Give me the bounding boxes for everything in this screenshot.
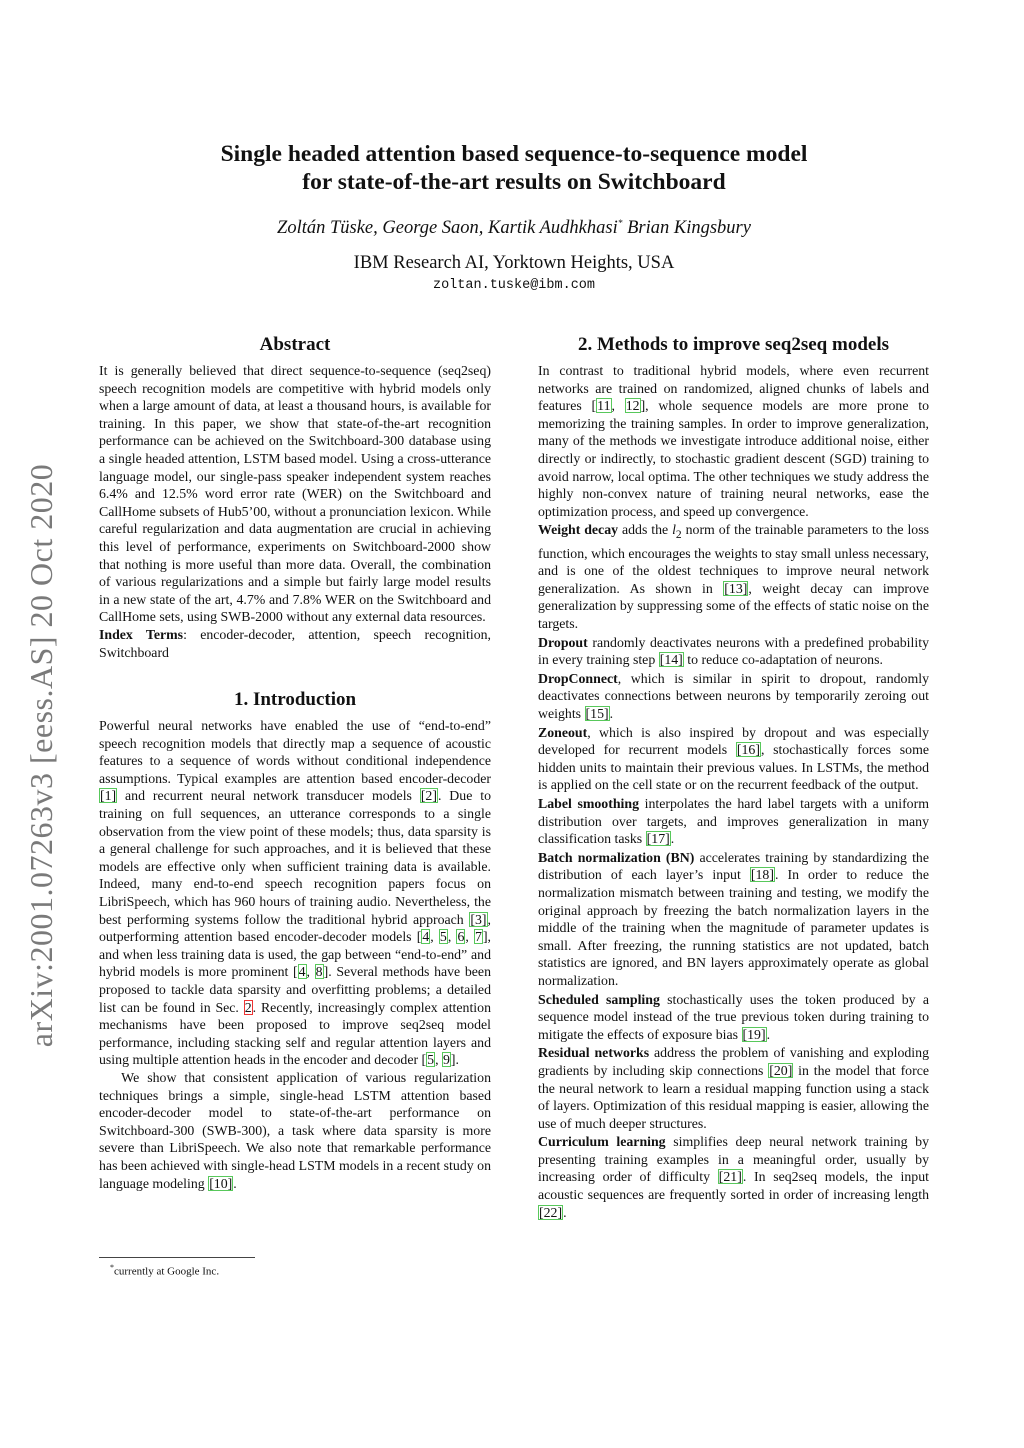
- affiliation: IBM Research AI, Yorktown Heights, USA: [353, 253, 675, 273]
- citation-link[interactable]: 7: [475, 929, 482, 945]
- text-run: ], and when less training data is used, the gap between “end-to-end” and hybrid models is more prominent [: [99, 929, 492, 980]
- intro-paragraph-2: [99, 1069, 491, 1192]
- method-label: DropConnect: [538, 670, 618, 686]
- method-label: Residual networks: [538, 1045, 650, 1061]
- text-run: . Recently, increasingly complex attention mechanisms have been proposed to improve seq2seq model performance, including stacking self and regular attention layers and using multiple attention heads in the encoder and decoder [: [99, 999, 491, 1068]
- text-run: , outperforming attention based encoder-decoder models [: [99, 911, 491, 945]
- methods-heading: 2. Methods to improve seq2seq models: [577, 334, 890, 355]
- text-run: ,: [430, 929, 439, 945]
- text-run: simplifies deep neural network training by presenting training examples in a meaningful order, usually by increasing order of difficulty: [538, 1134, 929, 1185]
- citation-link[interactable]: [14]: [659, 652, 683, 668]
- text-run: interpolates the hard label targets with a uniform distribution over targets, and improves generalization in many classification tasks: [538, 796, 929, 847]
- text-run: , weight decay can improve generalization by suppressing some of the effects of static noise on the targets.: [538, 580, 929, 632]
- text-run: norm of the trainable parameters to the loss function, which encourages the weights to stay small unless necessary, and is one of the oldest techniques to improve neural network generalization. As shown in: [538, 522, 929, 596]
- citation-link[interactable]: [1]: [100, 788, 117, 804]
- abstract-heading: Abstract: [259, 334, 331, 355]
- text-run: , which is similar in spirit to dropout, randomly deactivates connections between neurons by temporarily zeroing out weights: [538, 670, 929, 722]
- math-symbol: l: [672, 522, 676, 538]
- author-footnote-mark[interactable]: *: [617, 218, 623, 229]
- text-run: and recurrent neural network transducer models: [117, 788, 420, 804]
- method-label: Label smoothing: [538, 796, 640, 812]
- citation-link[interactable]: [15]: [585, 706, 609, 722]
- text-run: accelerates training by standardizing the distribution of each layer’s input: [538, 849, 929, 883]
- method-curriculum-learning: [538, 1133, 929, 1221]
- index-terms-list: : encoder-decoder, attention, speech recognition, Switchboard: [99, 626, 491, 660]
- text-run: ,: [611, 398, 625, 414]
- method-batch-normalization: [538, 849, 929, 990]
- citation-link[interactable]: [22]: [539, 1204, 563, 1220]
- citation-link[interactable]: 11: [597, 398, 611, 414]
- method-label: Dropout: [538, 634, 588, 650]
- text-run: ,: [435, 1052, 442, 1068]
- text-run: , which is also inspired by dropout and was especially developed for recurrent models: [538, 724, 929, 758]
- citation-link[interactable]: [3]: [470, 911, 487, 927]
- footnote-mark: *: [110, 1263, 114, 1272]
- math-subscript: 2: [675, 529, 682, 542]
- introduction-heading: 1. Introduction: [233, 689, 357, 711]
- methods-intro-paragraph: [538, 362, 929, 520]
- citation-link[interactable]: 12: [625, 398, 640, 414]
- citation-link[interactable]: [18]: [750, 867, 774, 883]
- index-terms-label: Index Terms: [99, 626, 184, 642]
- method-weight-decay: [538, 521, 929, 632]
- method-dropconnect: [538, 670, 929, 723]
- citation-link[interactable]: 4: [298, 964, 306, 980]
- footnote: [110, 1263, 219, 1278]
- authors-last: Brian Kingsbury: [622, 218, 751, 238]
- author-list: [100, 218, 928, 239]
- footnote-text: currently at Google Inc.: [114, 1265, 220, 1278]
- text-run: ].: [450, 1052, 459, 1068]
- intro-paragraph-1: [99, 717, 491, 1069]
- method-dropout: [538, 634, 929, 669]
- method-label: Weight decay: [538, 522, 619, 538]
- text-run: address the problem of vanishing and exploding gradients by including skip connections: [538, 1045, 929, 1078]
- text-run: .: [766, 1026, 771, 1042]
- method-scheduled-sampling: [538, 991, 929, 1044]
- citation-link[interactable]: [20]: [769, 1062, 793, 1078]
- paper-title-line-1: Single headed attention based sequence-to-sequence model: [220, 141, 808, 167]
- text-run: ]. Several methods have been proposed to tackle data sparsity and overfitting problems; a detailed list can be found in Sec.: [99, 964, 491, 1015]
- text-run: .: [563, 1204, 567, 1220]
- citation-link[interactable]: [13]: [724, 580, 748, 596]
- text-run: .: [670, 831, 675, 847]
- citation-link[interactable]: [2]: [420, 788, 437, 804]
- text-run: In contrast to traditional hybrid models, where even recurrent networks are trained on randomized, aligned chunks of labels and features [: [538, 363, 929, 414]
- index-terms: [99, 626, 491, 661]
- citation-link[interactable]: 5: [427, 1052, 435, 1068]
- method-label-smoothing: [538, 795, 929, 848]
- citation-link[interactable]: 6: [457, 929, 465, 945]
- contact-email[interactable]: zoltan.tuske@ibm.com: [432, 278, 596, 293]
- section-reference-link[interactable]: 2: [244, 999, 252, 1015]
- method-label: Batch normalization (BN): [538, 849, 695, 865]
- citation-link[interactable]: [17]: [646, 831, 670, 847]
- text-run: , stochastically forces some hidden units to maintain their previous values. In LSTMs, the method is applied on the cell state or on the recurrent feedback of the output.: [538, 742, 929, 793]
- text-run: .: [609, 706, 614, 722]
- footnote-divider: [99, 1257, 255, 1258]
- citation-link[interactable]: [16]: [736, 742, 760, 758]
- text-run: We show that consistent application of various regularization techniques brings a simple, single-head LSTM attention based encoder-decoder model to state-of-the-art performance on Switchboard-300 (SWB-300), a task where data sparsity is more severe than LibriSpeech. We also note that remarkable performance has been achieved with single-head LSTM models in a recent study on language modeling: [99, 1069, 491, 1191]
- method-label: Curriculum learning: [538, 1134, 666, 1150]
- method-label: Scheduled sampling: [538, 991, 660, 1007]
- paper-title-line-2: for state-of-the-art results on Switchboard: [302, 169, 726, 195]
- text-run: ,: [465, 929, 475, 945]
- citation-link[interactable]: 8: [315, 964, 323, 980]
- citation-link[interactable]: [21]: [718, 1169, 742, 1185]
- text-run: Powerful neural networks have enabled the use of “end-to-end” speech recognition models that directly map a sequence of acoustic features to a sequence of words without conditional independence assumptions. Typical examples are attention based encoder-decoder: [99, 718, 491, 786]
- text-run: in the model that force the neural network to learn a residual mapping function using a stack of layers. Optimization of this residual mapping is easier, allowing the use of much deeper structures.: [538, 1062, 929, 1131]
- title-block: [100, 140, 928, 293]
- abstract-text: It is generally believed that direct sequence-to-sequence (seq2seq) speech recognition models are competitive with hybrid models only when a large amount of data, at least a thousand hours, is available for training. In this paper, we show that state-of-the-art recognition performance can be achieved on the Switchboard-300 database using a single headed attention, LSTM based model. Using a cross-utterance language model, our single-pass speaker independent system reaches 6.4% and 12.5% word error rate (WER) on the Switchboard and CallHome subsets of Hub5’00, without a pronunciation lexicon. While careful regularization and data augmentation are crucial in achieving this level of performance, experiments on Switchboard-2000 show that nothing is more useful than more data. Overall, the combination of various regularizations and a simple but fairly large model results in a new state of the art, 4.7% and 7.8% WER on the Switchboard and CallHome sets, using SWB-2000 without any external data resources.: [99, 363, 491, 625]
- citation-link[interactable]: 5: [439, 929, 447, 945]
- paper-title: [100, 140, 928, 196]
- right-column: [538, 334, 929, 1221]
- citation-link[interactable]: 9: [443, 1052, 450, 1068]
- text-run: randomly deactivates neurons with a predefined probability in every training step: [538, 634, 929, 668]
- arxiv-identifier-stamp: [22, 440, 62, 1070]
- text-run: adds the: [618, 522, 673, 538]
- method-label: Zoneout: [538, 724, 588, 740]
- method-zoneout: [538, 724, 929, 794]
- text-run: ,: [306, 964, 315, 980]
- citation-link[interactable]: 4: [422, 929, 430, 945]
- text-run: stochastically uses the token produced by a sequence model instead of the true previous token during training to mitigate the effects of exposure bias: [538, 991, 929, 1042]
- citation-link[interactable]: [19]: [742, 1026, 766, 1042]
- authors-main: Zoltán Tüske, George Saon, Kartik Audhkhasi: [277, 218, 618, 238]
- left-column: [99, 334, 491, 1192]
- text-run: .: [233, 1175, 237, 1191]
- text-run: ], whole sequence models are more prone to memorizing the training samples. In order to improve generalization, many of the methods we investigate introduce additional noise, either directly or indirectly, to stochastic gradient descent (SGD) training to avoid narrow, local optima. The other techniques we study address the highly non-convex nature of training neural networks, ease the optimization process, and speed up convergence.: [538, 398, 930, 519]
- text-run: to reduce co-adaptation of neurons.: [683, 652, 883, 668]
- method-residual-networks: [538, 1044, 929, 1132]
- text-run: . In order to reduce the normalization mismatch between training and testing, we modify the original approach by freezing the batch normalization layers in the middle of the training when the magnitude of parameter updates is small. After freezing, the running statistics are not updated, batch statistics are ignored, and BN layers approximately operate as global normalization.: [538, 867, 929, 988]
- text-run: . In seq2seq models, the input acoustic sequences are frequently sorted in order of increasing length: [538, 1169, 929, 1203]
- text-run: ,: [447, 929, 457, 945]
- citation-link[interactable]: [10]: [209, 1175, 233, 1191]
- arxiv-identifier-text: arXiv:2001.07263v3 [eess.AS] 20 Oct 2020: [23, 463, 60, 1047]
- text-run: . Due to training on full sequences, an utterance corresponds to a single observation from the view point of these models; thus, data sparsity is a general challenge for such approaches, and it is believed that these models are effective only when sufficient training data is available. Indeed, many end-to-end speech recognition papers focus on LibriSpeech, which has 960 hours of training audio. Nevertheless, the best performing systems follow the traditional hybrid approach: [99, 788, 492, 927]
